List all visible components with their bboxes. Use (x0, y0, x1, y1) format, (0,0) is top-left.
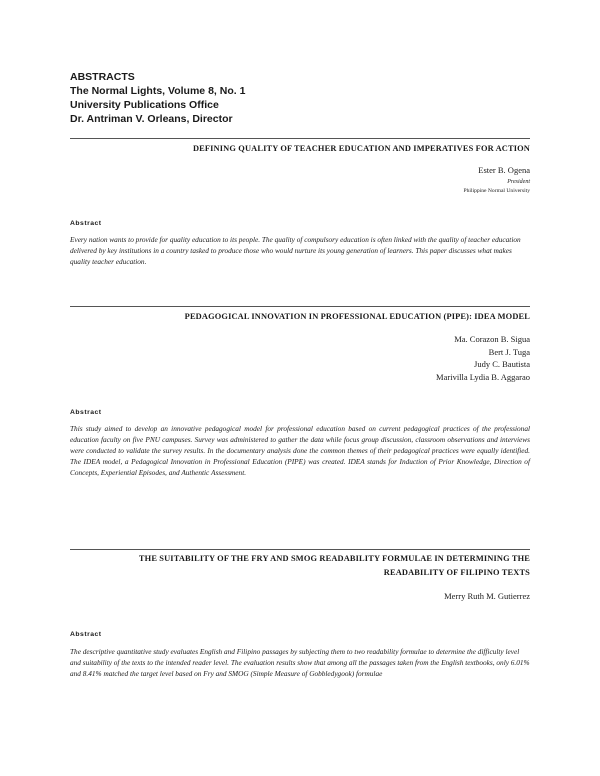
abstract-text: Every nation wants to provide for quality education to its people. The quality of compulsory education is often linked with the quality of teacher education delivered by key institutions in a country tasked to produce those who would nurture its young generation of learners. This paper discusses what makes quality teacher education. (70, 234, 521, 266)
abstract-heading: Abstract (70, 409, 102, 416)
author-block (70, 333, 530, 383)
abstract-heading: Abstract (70, 630, 102, 638)
abstract-heading: Abstract (70, 219, 102, 227)
author-name: Merry Ruth M. Gutierrez (444, 591, 530, 601)
author-name: Judy C. Bautista (474, 359, 530, 369)
author-name: Ester B. Ogena (478, 165, 530, 175)
director: Dr. Antriman V. Orleans, Director (70, 113, 233, 125)
author-block (70, 164, 530, 196)
divider (70, 549, 530, 550)
article-title: DEFINING QUALITY OF TEACHER EDUCATION AND IMPERATIVES FOR ACTION (192, 144, 530, 153)
abstract-text: This study aimed to develop an innovative pedagogical model for professional education based on current pedagogical practices of the professional education faculty on five PNU campuses. Survey was administered to gather the data while focus group discussion, classroom observations and interviews were conducted to validate the survey results. In the documentary analysis done the common themes of their pedagogical practices were equally identified. The IDEA model, a Pedagogical Innovation in Professional Education (PIPE) was created. IDEA stands for Induction of Prior Knowledge, Direction of Concepts, Experiential Episodes, and Authentic Assessment. (70, 424, 530, 477)
article-title-line: READABILITY OF FILIPINO TEXTS (383, 568, 530, 577)
author-name: Ma. Corazon B. Sigua (454, 334, 530, 344)
article-title-line: THE SUITABILITY OF THE FRY AND SMOG READABILITY FORMULAE IN DETERMINING THE (138, 554, 530, 563)
article-title (70, 552, 530, 580)
article-2 (70, 306, 530, 478)
document-header (70, 70, 245, 126)
author-institution: Philippine Normal University (463, 187, 530, 194)
journal-title: The Normal Lights, Volume 8, No. 1 (70, 85, 246, 97)
article-title: PEDAGOGICAL INNOVATION IN PROFESSIONAL EDUCATION (PIPE): IDEA MODEL (184, 312, 530, 321)
author-name: Bert J. Tuga (488, 346, 530, 357)
author-name: Marivilla Lydia B. Aggarao (436, 371, 530, 382)
divider (70, 306, 530, 307)
divider (70, 138, 530, 139)
author-block (70, 590, 530, 603)
article-3 (70, 549, 530, 679)
article-1 (70, 138, 530, 267)
header-section-label: ABSTRACTS (70, 71, 135, 83)
abstract-text: The descriptive quantitative study evaluates English and Filipino passages by subjecting them to two readability formulae to determine the difficulty level and suitability of the texts to the intended reader level. The evaluation results show that among all the passages taken from the English textbooks, only 6.01% and 8.41% matched the target level based on Fry and SMOG (Simple Measure of Gobbledygook) formulae (70, 646, 530, 678)
author-role: President (507, 178, 530, 185)
publisher: University Publications Office (70, 99, 219, 111)
